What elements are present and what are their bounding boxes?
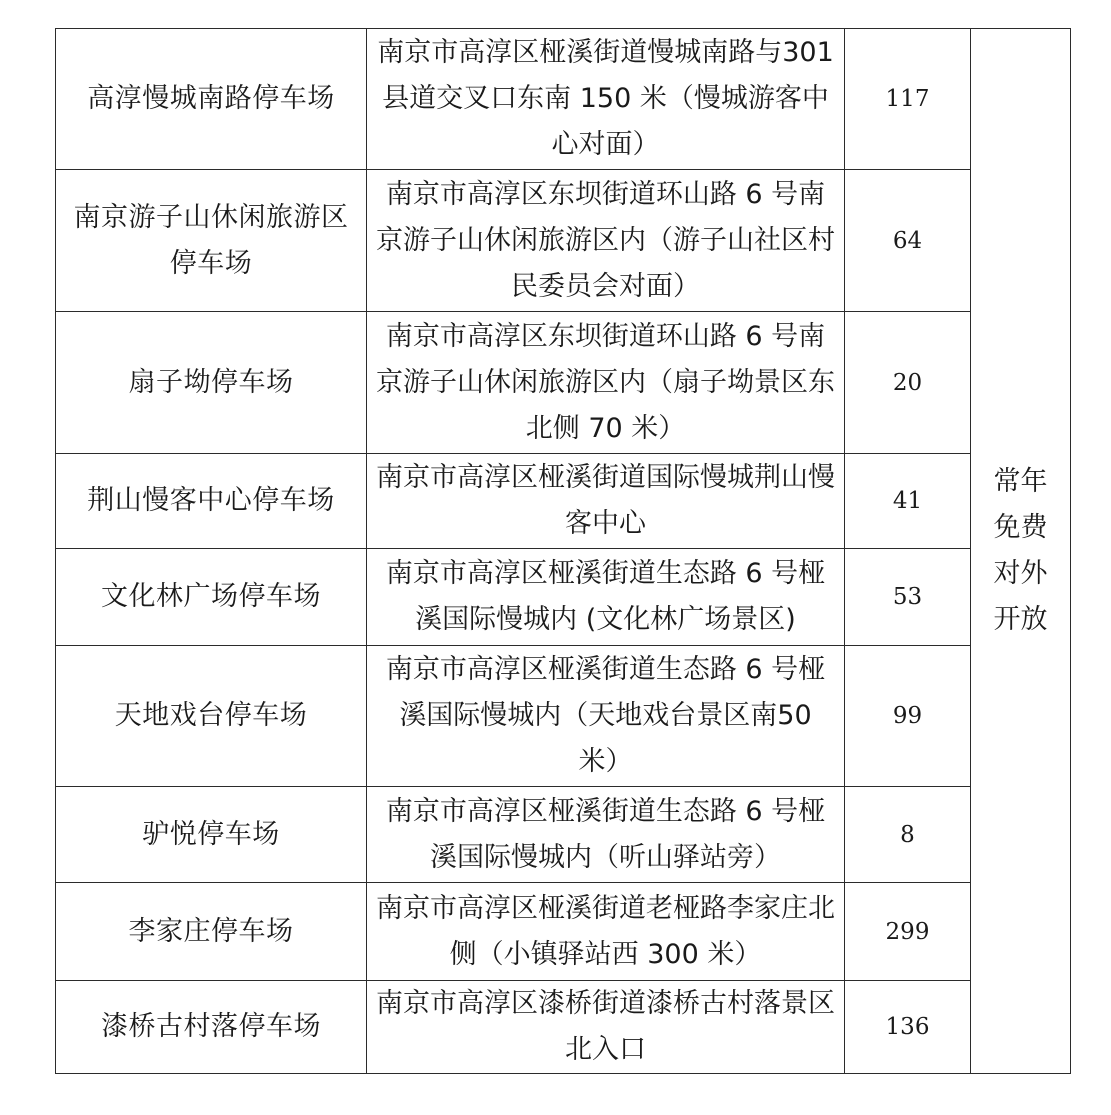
table-row [56, 787, 1071, 883]
address-cell: 南京市高淳区桠溪街道生态路 6 号桠溪国际慢城内 (文化林广场景区) [367, 549, 845, 646]
table-row [56, 981, 1071, 1074]
spaces-cell: 53 [845, 549, 971, 646]
parking-name-cell: 文化林广场停车场 [56, 549, 367, 646]
parking-name-cell: 天地戏台停车场 [56, 646, 367, 787]
spaces-cell: 99 [845, 646, 971, 787]
address-cell: 南京市高淳区桠溪街道老桠路李家庄北侧（小镇驿站西 300 米） [367, 883, 845, 981]
spaces-cell: 8 [845, 787, 971, 883]
table-row [56, 312, 1071, 454]
table-row [56, 549, 1071, 646]
spaces-cell: 136 [845, 981, 971, 1074]
address-cell: 南京市高淳区漆桥街道漆桥古村落景区北入口 [367, 981, 845, 1074]
parking-name-cell: 李家庄停车场 [56, 883, 367, 981]
address-cell: 南京市高淳区桠溪街道慢城南路与301 县道交叉口东南 150 米（慢城游客中心对面） [367, 29, 845, 170]
spaces-cell: 117 [845, 29, 971, 170]
open-status-text: 常年免费对外开放 [993, 466, 1048, 635]
spaces-cell: 64 [845, 170, 971, 312]
parking-name-cell: 高淳慢城南路停车场 [56, 29, 367, 170]
address-cell: 南京市高淳区桠溪街道国际慢城荆山慢客中心 [367, 454, 845, 549]
open-status-cell [971, 29, 1071, 1074]
parking-lot-table [55, 28, 1071, 1074]
address-cell: 南京市高淳区桠溪街道生态路 6 号桠溪国际慢城内（听山驿站旁） [367, 787, 845, 883]
spaces-cell: 20 [845, 312, 971, 454]
table-row [56, 454, 1071, 549]
parking-name-cell: 南京游子山休闲旅游区停车场 [56, 170, 367, 312]
spaces-cell: 299 [845, 883, 971, 981]
table-row [56, 170, 1071, 312]
spaces-cell: 41 [845, 454, 971, 549]
address-cell: 南京市高淳区东坝街道环山路 6 号南京游子山休闲旅游区内（游子山社区村民委员会对面） [367, 170, 845, 312]
document-page [55, 28, 1071, 1074]
parking-name-cell: 扇子坳停车场 [56, 312, 367, 454]
address-cell: 南京市高淳区桠溪街道生态路 6 号桠溪国际慢城内（天地戏台景区南50 米） [367, 646, 845, 787]
address-cell: 南京市高淳区东坝街道环山路 6 号南京游子山休闲旅游区内（扇子坳景区东北侧 70 米） [367, 312, 845, 454]
table-row [56, 646, 1071, 787]
parking-name-cell: 漆桥古村落停车场 [56, 981, 367, 1074]
parking-name-cell: 荆山慢客中心停车场 [56, 454, 367, 549]
table-row [56, 883, 1071, 981]
parking-name-cell: 驴悦停车场 [56, 787, 367, 883]
table-row [56, 29, 1071, 170]
